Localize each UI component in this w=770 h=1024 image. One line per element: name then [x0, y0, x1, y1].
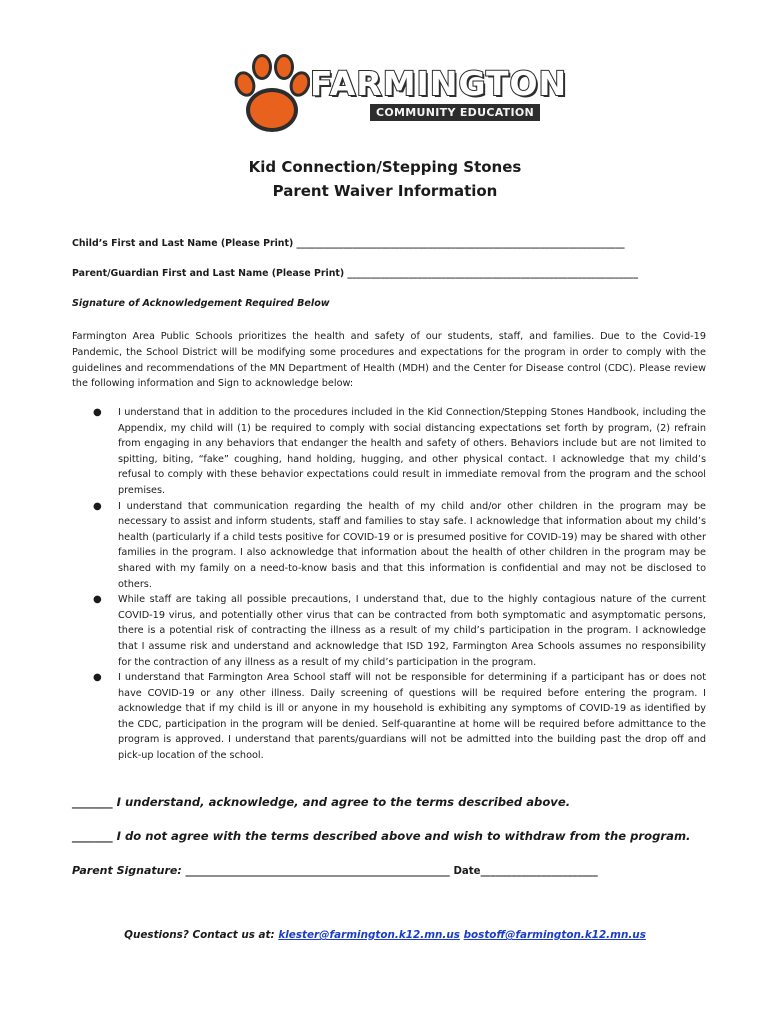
document-subtitle: Parent Waiver Information [272, 182, 498, 200]
list-item [72, 499, 706, 593]
list-item [72, 670, 706, 764]
contact-email-link[interactable]: bostoff@farmington.k12.mn.us [463, 929, 646, 941]
bullet-icon: ● [93, 672, 102, 684]
brand-subtitle: COMMUNITY EDUCATION [370, 104, 540, 121]
document-title: Kid Connection/Stepping Stones [248, 158, 522, 176]
contact-email-link[interactable]: klester@farmington.k12.mn.us [278, 929, 460, 941]
contact-line [0, 929, 770, 941]
signature-line [72, 864, 598, 877]
agree-option[interactable]: _______ I understand, acknowledge, and agree to the terms described above. [72, 795, 571, 809]
bullet-icon: ● [93, 500, 102, 512]
list-item-text: I understand that Farmington Area School staff will not be responsible for determining if a participant has or does not have COVID-19 or any other illness. Daily screening of questions will be required before entering the program. I acknowledge that if my child is ill or anyone in my household is exhibiting any symptoms of COVID-19 as identified by the CDC, participation in the program will be denied. Self-quarantine at home will be required before admittance to the program is approved. I understand that parents/guardians will not be admitted into the building past the drop off and pick-up location of the school. [118, 672, 706, 762]
contact-label: Questions? Contact us at: [124, 929, 275, 941]
bullet-icon: ● [93, 407, 102, 418]
paw-print-icon [232, 52, 310, 134]
date-field[interactable]: Date_______________________ [453, 866, 598, 877]
parent-name-field[interactable]: Parent/Guardian First and Last Name (Please Print) ______________________________________________________________ [72, 268, 639, 279]
list-item-text: While staff are taking all possible precautions, I understand that, due to the highly contagious nature of the current COVID-19 virus, and potentially other virus that can be contracted from both symptomatic and asymptomatic persons, there is a potential risk of contracting the illness as a result of my child’s participation in the program. I acknowledge that I assume risk and understand and acknowledge that ISD 192, Farmington Area Schools assumes no responsibility for the contraction of any illness as a result of my child’s participation in the program. [118, 594, 706, 668]
list-item-text: I understand that in addition to the procedures included in the Kid Connection/Stepping Stones Handbook, including the Appendix, my child will (1) be required to comply with social distancing expectations set forth by program, (2) refrain from engaging in any behaviors that endanger the health and safety of others. Behaviors include but are not limited to spitting, biting, “fake” coughing, hand holding, hugging, and other physical contact. I acknowledge that my child’s refusal to comply with these behavior expectations could result in immediate removal from the program and the school premises. [118, 407, 706, 496]
parent-signature-field[interactable]: Parent Signature: ________________________________________________ [72, 864, 450, 877]
disagree-option[interactable]: _______ I do not agree with the terms described above and wish to withdraw from the program. [72, 829, 691, 843]
brand-name: FARMINGTON [310, 64, 568, 103]
list-item-text: I understand that communication regarding the health of my child and/or other children in the program may be necessary to assist and inform students, staff and families to stay safe. I acknowledge that information about my child’s health (particularly if a child tests positive for COVID-19 or is presumed positive for COVID-19) may be shared with other families in the program. I also acknowledge that information about the health of other children in the program may be shared with my family on a need-to-know basis and that this information is confidential and may not be disclosed to others. [118, 500, 706, 590]
list-item [72, 405, 706, 499]
intro-paragraph: Farmington Area Public Schools prioritizes the health and safety of our students, staff, and families. Due to the Covid-19 Pandemic, the School District will be modifying some procedures and expectations for the program in order to comply with the guidelines and recommendations of the MN Department of Health (MDH) and the Center for Disease control (CDC). Please review the following information and Sign to acknowledge below: [72, 331, 706, 390]
child-name-field[interactable]: Child’s First and Last Name (Please Print) ______________________________________________________________________ [72, 238, 625, 249]
signature-required-note: Signature of Acknowledgement Required Below [72, 298, 330, 309]
acknowledgement-list [72, 405, 706, 764]
bullet-icon: ● [93, 594, 102, 606]
list-item [72, 592, 706, 670]
farmington-logo [232, 52, 568, 136]
